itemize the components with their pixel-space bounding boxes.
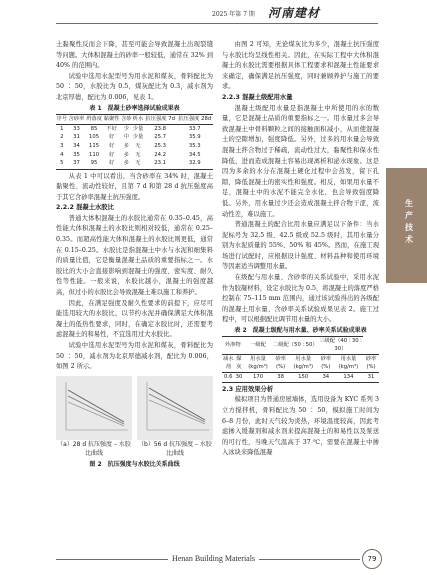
table-cell: 无 [132, 160, 144, 169]
table-cell: 少量 [132, 125, 144, 132]
figure-caption: 图 2 抗压强度与水胶比关系曲线 [89, 460, 180, 468]
table-cell: 134 [334, 373, 363, 383]
chart-b [137, 376, 213, 458]
table-cell: 30 [235, 373, 244, 383]
paragraph: 从表 1 中可以看出，当含砂率在 34% 时，混凝土黏聚性、流动性较好，且第 7 d 和第 28 d 抗压强度高于其它含砂率混凝土抗压强度。 [56, 172, 213, 201]
table-cell: 2 [60, 134, 64, 141]
page-number: 79 [362, 549, 382, 569]
table-cell: 150 [289, 373, 318, 383]
right-column [222, 40, 379, 459]
table2-sub-header-cell: 用水量 (kg/m³) [334, 355, 363, 373]
table-cell: 好 [108, 134, 115, 141]
table2-sub-header-cell: 煤灰 [235, 355, 244, 373]
paragraph: 因此，在满足强度及耐久性要求的前提下，应尽可能选用较大的水胶比，以节约水泥并确保满足大体积混凝土的低热性要求，同时，在确定水胶比时，还需要考虑混凝土的和易性，不宜选用过大水胶比。 [56, 299, 213, 339]
section-heading: 2.2.2 混凝土水胶比 [56, 204, 114, 212]
issue-label: 2025 年第 7 期 [212, 11, 255, 18]
table-cell: 好 [103, 160, 121, 169]
table-cell: 无 [135, 143, 141, 150]
table-cell: 23.8 [154, 125, 167, 132]
table-cell: 好 [108, 151, 115, 158]
table-cell: 34.5 [188, 151, 201, 158]
table-cell: 中 [123, 134, 129, 141]
table2-group-head: 外渗物 [222, 337, 243, 355]
paragraph: 试验中选用水泥型号为用水泥和煤灰，骨料配比为 50 ∶ 50，水胶比为 0.5，煤灰配比为 0.3，减水剂为北京厚德，配比为 0.006，见表 1。 [56, 72, 213, 101]
table-cell: 33.7 [188, 125, 201, 132]
table-cell: 31 [363, 373, 379, 383]
table-cell: 无 [135, 151, 141, 158]
table-cell: 5 [56, 160, 68, 169]
table2-sub-header-cell: 减水剂 [222, 355, 235, 373]
table-cell: 31 [73, 134, 80, 141]
table-cell: 38 [273, 373, 289, 383]
page-footer [0, 548, 427, 575]
table-cell: 不好 [106, 125, 117, 132]
table-cell: 85 [90, 125, 98, 132]
table-row [56, 160, 213, 169]
table-cell: 多 [120, 160, 132, 169]
table2-group-head: 三级配（40 ∶ 30 ∶ 30） [318, 337, 363, 355]
section-heading: 2.2.3 混凝土级配用水量 [222, 93, 293, 101]
paragraph: 普通大体积混凝土的水胶比通常在 0.35–0.45，高性能大体积混凝土的水胶比则相对较低，通常在 0.25–0.35。而超高性能大体积混凝土的水胶比则更低，通常在 0.15–0.25。水胶比是指混凝土中水与水泥和细集料的质量比值，它是衡量混凝土品质的重要指标之一。水胶比的大小会直接影响到混凝土的强度、密实度、耐久性等性能。一般来说，水胶比越小，混凝土的强度越高，但过小的水胶比会导致混凝土难以施工和养护。 [56, 214, 213, 297]
table-cell: 35 [73, 151, 80, 158]
table-cell: 110 [88, 151, 100, 158]
chart-a-image [56, 376, 132, 440]
table-cell: 多 [123, 143, 129, 150]
paragraph: 由图 2 可知，无论煤灰比为多少，混凝土抗压强度与水胶比均呈线性相关。因此，在实际工程中大体积混凝土的水胶比需要根据具体工程要求和混凝土性能要求来确定，确保满足抗压强度，同时兼顾养护与施工的要求。 [222, 41, 379, 91]
table-cell: 34 [318, 373, 334, 383]
table-cell: 105 [88, 134, 100, 141]
table1-header-cell: 坍落度 [85, 114, 103, 125]
paragraph: 模拟项目为普通房屋墙体，选用设备为 KYC 系列 3 立方搅拌机，骨料配比为 50 ∶ 50，模拟施工时间为 6–8 月份，此时天气较为炎热，环境温度较高，因此考虑掺入缓凝剂和减水剂来提高混凝土的和易性以及泵送的可行性，当晚天气温高于 37 ℃，需要在混凝土中掺入冰块来降低混凝 [222, 396, 379, 457]
table2-group-head: 二级配（50 ∶ 50） [273, 337, 318, 355]
paragraph: 在级配与用水量、含砂率的关系试验中，采用水泥作为胶凝材料，设定水胶比为 0.5，将混凝土的落度严格控制在 75–115 mm 范围内，通过该试验得出的各级配的混凝土用水量、含砂率关系试验成果见表 2。施工过程中，可以根据配比调节用水量的大小。 [222, 274, 379, 324]
table-cell: 33 [73, 125, 80, 132]
footer-journal-name: Henan Building Materials [168, 554, 259, 563]
table-cell: 34 [73, 143, 80, 150]
paragraph: 土黏聚性反而会下降，甚至可能会导致混凝土出现裂缝等问题。大体积混凝土的砂率一般较低，通常在 32% 到 40% 的范围内。 [56, 41, 213, 70]
paragraph: 混凝土级配用水量是指混凝土中所使用的水的数量，它是混凝土品质的重要指标之一。用水量过多会导致混凝土中骨料颗粒之间的接触面积减小，从而使混凝土的空隙增加，强度降低。另外，过多的用水量会导致混凝土拌合物过于稀疏，流动性过大，黏聚性和保水性降低，进而造成混凝土容易出现离析和泌水现象。这是因为多余的水分在混凝土硬化过程中会蒸发，留下孔隙，降低混凝土的密实性和强度。相反，如果用水量不足，混凝土中的水泥不能完全水化，也会导致强度降低。另外，用水量过少还会造成混凝土拌合物干涩，流动性差，难以施工。 [222, 104, 379, 218]
table1-caption: 表 1 混凝土砂率选择试验成果表 [89, 104, 180, 112]
left-column [56, 40, 213, 470]
table-cell: 少量 [132, 134, 144, 141]
table1-header-cell: 含砂 [120, 114, 132, 125]
table2-sub-header-cell: 砂率 (%) [273, 355, 289, 373]
journal-title: 河南建材 [268, 6, 321, 20]
table1-header-cell: 抗压强度 7d [144, 114, 177, 125]
table-cell: 24.2 [154, 151, 167, 158]
table2-sub-header-cell: 砂率 (%) [318, 355, 334, 373]
chart-a-caption: （a）28 d 抗压强度 – 水胶比曲线 [57, 440, 131, 457]
table-cell: 4 [60, 151, 64, 158]
figure-2 [56, 376, 213, 458]
section-heading: 2.3 应用效果分析 [222, 385, 274, 393]
table1-header-cell: 抗压强度 28d [177, 114, 214, 125]
table-cell: 115 [88, 143, 100, 150]
table-cell: 170 [243, 373, 272, 383]
table2-sub-header-cell: 用水量 (kg/m³) [289, 355, 318, 373]
table-row [56, 151, 213, 160]
table1-header-cell: 析水 [132, 114, 144, 125]
table2 [222, 336, 379, 383]
table-cell: 好 [108, 143, 115, 150]
table-row [56, 134, 213, 143]
chart-b-image [137, 376, 213, 440]
table2-caption: 表 2 混凝土级配与用水量、砂率关系试验成果表 [234, 327, 367, 335]
table-row [56, 125, 213, 134]
table1-header-cell: 含砂率 [68, 114, 86, 125]
table1-header-cell: 序号 [56, 114, 68, 125]
table-cell: 0.6 [222, 373, 235, 383]
table-cell: 1 [60, 125, 64, 132]
table2-group-head: 一级配 [243, 337, 272, 355]
table1-header-cell: 黏聚性 [103, 114, 121, 125]
table1 [56, 114, 213, 170]
header-rule [56, 23, 378, 24]
table-cell: 35.9 [188, 134, 201, 141]
table2-sub-header-cell: 用水量 (kg/m³) [243, 355, 272, 373]
table-cell: 多 [123, 151, 129, 158]
chart-b-caption: （b）56 d 抗压强度 – 水胶比曲线 [138, 440, 212, 457]
table-cell: 37 [68, 160, 86, 169]
table-cell: 25.3 [154, 143, 167, 150]
table-cell: 少 [123, 125, 129, 132]
page-header [0, 0, 427, 28]
table-cell: 95 [85, 160, 103, 169]
chart-a [56, 376, 132, 458]
table2-sub-header-cell: 砂率 (%) [363, 355, 379, 373]
side-tab-label: 生产技术 [405, 199, 413, 244]
table-cell: 35.3 [188, 143, 201, 150]
table-cell: 25.7 [154, 134, 167, 141]
paragraph: 试验中选用水泥型号为用水泥和煤灰，骨料配比为 50 ∶ 50，减水剂为北京厚德减水剂，配比为 0.006，如图 2 所示。 [56, 342, 213, 371]
paragraph: 普通混凝土的配合比用水量应满足以下条件：当水泥标号为 32.5 级、42.5 级或 52.5 级时，其用水量分别为水泥质量的 55%、50% 和 45%。然而，在施工现场进行试配时，应根据设计强度、材料品种和使用环境等因素适当调整用水量。 [222, 221, 379, 271]
table-cell: 3 [60, 143, 64, 150]
table-cell: 23.1 [144, 160, 177, 169]
table-cell: 32.9 [177, 160, 214, 169]
table-row [222, 373, 379, 383]
table-row [56, 142, 213, 151]
